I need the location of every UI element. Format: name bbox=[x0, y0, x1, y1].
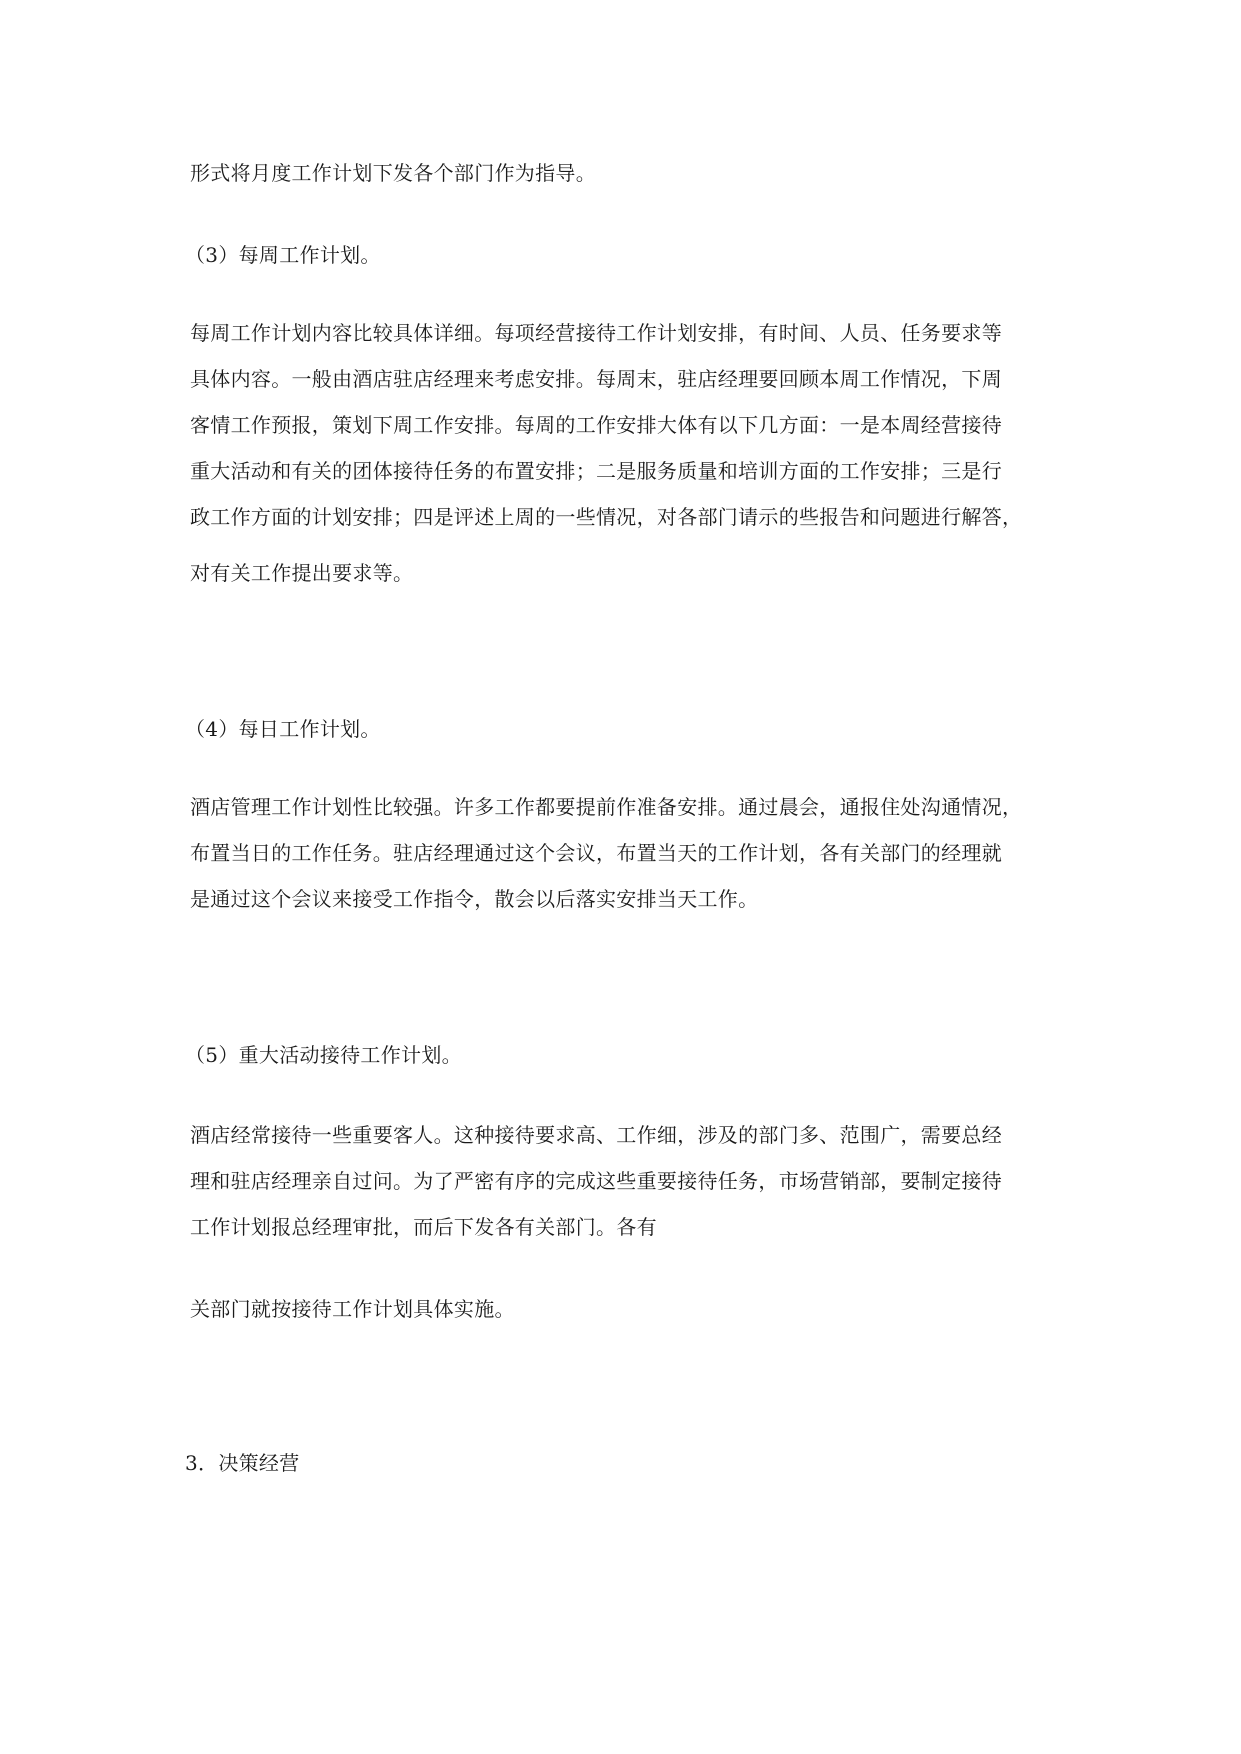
section-heading-daily-plan: （4）每日工作计划。 bbox=[185, 717, 381, 741]
text-line: 形式将月度工作计划下发各个部门作为指导。 bbox=[190, 161, 596, 185]
text-line: 对有关工作提出要求等。 bbox=[190, 561, 414, 585]
text-line: 具体内容。一般由酒店驻店经理来考虑安排。每周末，驻店经理要回顾本周工作情况，下周 bbox=[190, 367, 1002, 391]
text-line: 关部门就按接待工作计划具体实施。 bbox=[190, 1297, 515, 1321]
text-line: 客情工作预报，策划下周工作安排。每周的工作安排大体有以下几方面：一是本周经营接待 bbox=[190, 413, 1002, 437]
text-line: 政工作方面的计划安排；四是评述上周的一些情况，对各部门请示的些报告和问题进行解答， bbox=[190, 505, 1023, 529]
text-line: 理和驻店经理亲自过问。为了严密有序的完成这些重要接待任务，市场营销部，要制定接待 bbox=[190, 1169, 1002, 1193]
text-line: 重大活动和有关的团体接待任务的布置安排；二是服务质量和培训方面的工作安排；三是行 bbox=[190, 459, 1002, 483]
text-line: 工作计划报总经理审批，而后下发各有关部门。各有 bbox=[190, 1215, 657, 1239]
text-line: 酒店经常接待一些重要客人。这种接待要求高、工作细，涉及的部门多、范围广，需要总经 bbox=[190, 1123, 1002, 1147]
text-line: 布置当日的工作任务。驻店经理通过这个会议，布置当天的工作计划，各有关部门的经理就 bbox=[190, 841, 1002, 865]
text-line: 酒店管理工作计划性比较强。许多工作都要提前作准备安排。通过晨会，通报住处沟通情况， bbox=[190, 795, 1023, 819]
section-heading-major-event-plan: （5）重大活动接待工作计划。 bbox=[185, 1043, 462, 1067]
text-line: 每周工作计划内容比较具体详细。每项经营接待工作计划安排，有时间、人员、任务要求等 bbox=[190, 321, 1002, 345]
text-line: 是通过这个会议来接受工作指令，散会以后落实安排当天工作。 bbox=[190, 887, 759, 911]
section-heading-weekly-plan: （3）每周工作计划。 bbox=[185, 243, 381, 267]
section-heading-decision-operations: 3．决策经营 bbox=[185, 1451, 300, 1475]
